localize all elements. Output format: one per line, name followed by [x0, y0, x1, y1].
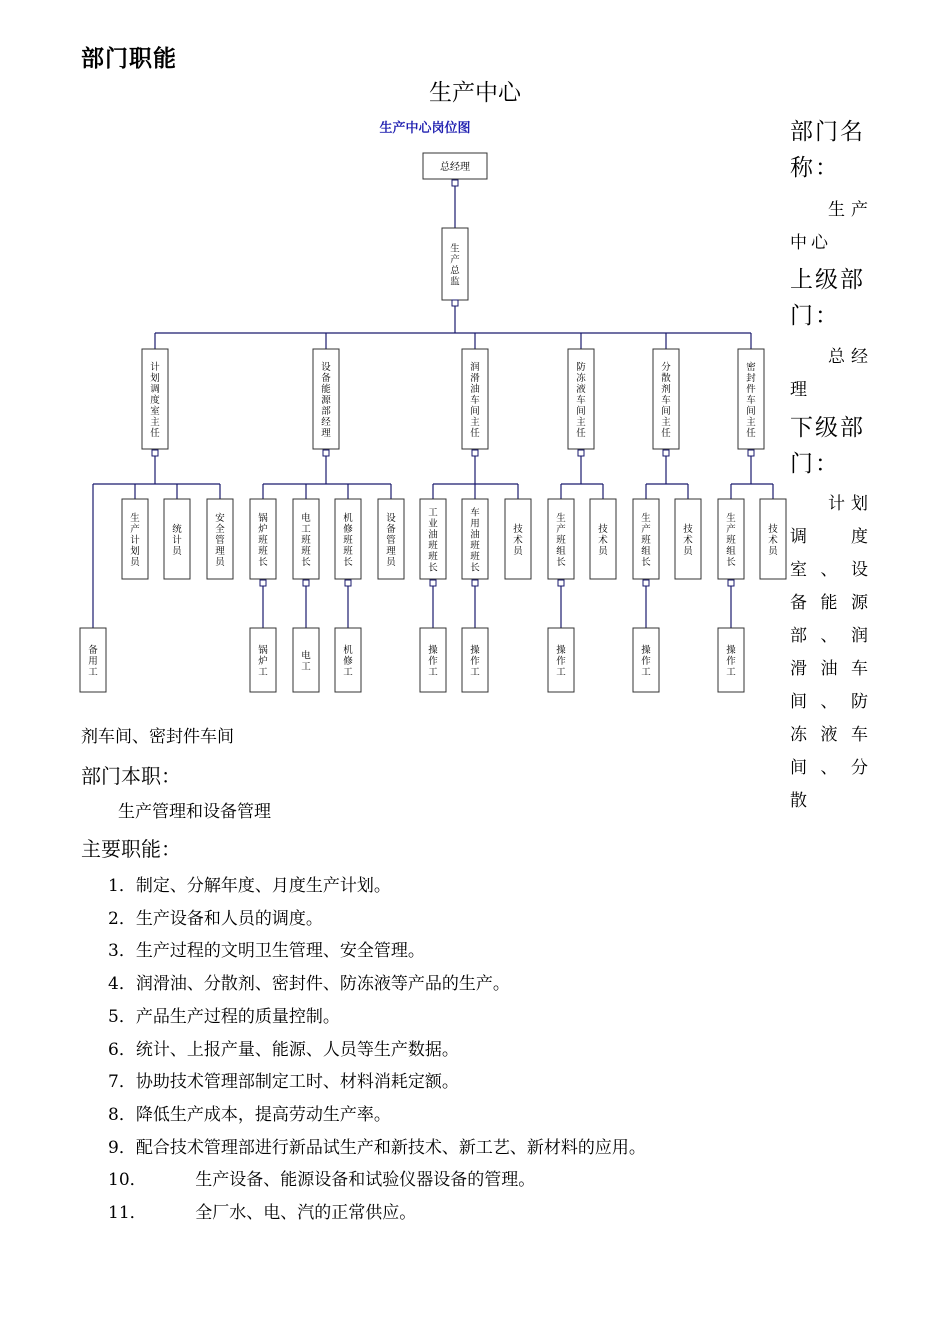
duty-label: 部门本职： — [81, 764, 181, 788]
department-head-label: 源 — [321, 395, 331, 406]
position-label: 员 — [768, 546, 778, 557]
function-item: 4．润滑油、分散剂、密封件、防冻液等产品的生产。 — [108, 974, 510, 995]
position-label: 统 — [172, 524, 182, 535]
function-item: 1．制定、分解年度、月度生产计划。 — [108, 876, 391, 896]
department-head-label: 度 — [150, 395, 160, 406]
department-head-label: 调 — [150, 384, 160, 395]
position-label: 长 — [556, 557, 566, 568]
position-label: 组 — [556, 546, 566, 557]
worker-label: 操 — [428, 645, 438, 656]
position-label: 生 — [556, 513, 566, 524]
department-head-label: 车 — [470, 395, 480, 406]
position-label: 全 — [215, 524, 225, 535]
worker-label: 工 — [556, 667, 566, 678]
position-label: 班 — [470, 551, 480, 563]
position-label: 员 — [513, 546, 523, 557]
worker-label: 机 — [343, 645, 353, 656]
position-label: 技 — [683, 524, 693, 535]
position-label: 产 — [556, 524, 566, 535]
department-head-label: 能 — [321, 384, 331, 395]
department-head-label: 润 — [470, 362, 480, 373]
function-item: 3．生产过程的文明卫生管理、安全管理。 — [108, 941, 425, 962]
position-label: 员 — [683, 546, 693, 557]
worker-label: 操 — [470, 645, 480, 656]
production-director-label: 监 — [450, 276, 460, 288]
function-item: 8．降低生产成本，提高劳动生产率。 — [108, 1104, 391, 1125]
position-label: 组 — [641, 546, 651, 557]
position-label: 产 — [726, 524, 736, 535]
worker-label: 作 — [556, 656, 566, 667]
connector-node — [152, 450, 158, 456]
department-head-label: 室 — [150, 406, 160, 417]
position-label: 技 — [513, 524, 523, 535]
department-head-label: 主 — [150, 417, 160, 428]
department-head-label: 件 — [746, 384, 756, 395]
position-label: 班 — [343, 546, 353, 557]
department-head-label: 经 — [321, 417, 331, 428]
position-label: 管 — [215, 535, 225, 546]
connector-node — [558, 580, 564, 586]
connector-node — [303, 580, 309, 586]
department-head-label: 间 — [746, 406, 756, 417]
duty-text: 生产管理和设备管理 — [118, 802, 271, 822]
department-head-label: 部 — [321, 406, 331, 417]
worker-label: 备 — [88, 645, 98, 656]
position-label: 员 — [215, 557, 225, 568]
dept-name-label: 部门名称： — [790, 119, 865, 181]
page-title: 生产中心 — [429, 80, 521, 106]
department-head-label: 防 — [576, 362, 586, 373]
function-item: 2．生产设备和人员的调度。 — [108, 908, 323, 929]
position-label: 机 — [343, 513, 353, 524]
position-label: 术 — [513, 535, 523, 546]
position-label: 设 — [386, 513, 396, 524]
position-label: 业 — [428, 518, 438, 530]
position-label: 油 — [428, 529, 438, 541]
connector-node — [452, 300, 458, 306]
position-label: 锅 — [258, 513, 268, 524]
connector-node — [663, 450, 669, 456]
department-head-label: 间 — [661, 406, 671, 417]
connector-node — [452, 180, 458, 186]
worker-label: 操 — [726, 645, 736, 656]
department-head-label: 散 — [661, 373, 671, 384]
position-label: 术 — [768, 535, 778, 546]
department-head-label: 封 — [746, 373, 756, 384]
position-label: 班 — [470, 540, 480, 552]
connector-node — [748, 450, 754, 456]
department-head-label: 车 — [661, 395, 671, 406]
department-head-label: 设 — [321, 362, 331, 373]
parent-dept-value: 总经理 — [790, 347, 872, 400]
sub-dept-value: 计划调度室、设备能源部、润滑油车间、防冻液车间、分散 — [790, 494, 872, 811]
position-label: 长 — [470, 562, 480, 574]
worker-label: 炉 — [258, 656, 268, 667]
worker-label: 工 — [470, 667, 480, 678]
department-head-label: 滑 — [470, 373, 480, 384]
position-label: 生 — [130, 513, 140, 524]
connector-node — [345, 580, 351, 586]
department-head-label: 车 — [576, 395, 586, 406]
position-label: 长 — [343, 557, 353, 568]
sub-dept-value-continued: 剂车间、密封件车间 — [81, 727, 234, 747]
worker-label: 工 — [343, 667, 353, 678]
department-head-label: 间 — [576, 406, 586, 417]
position-label: 术 — [598, 535, 608, 546]
worker-label: 作 — [470, 656, 480, 667]
position-label: 管 — [386, 535, 396, 546]
worker-label: 作 — [641, 656, 651, 667]
position-label: 修 — [343, 524, 353, 535]
connector-node — [323, 450, 329, 456]
worker-label: 工 — [258, 667, 268, 678]
worker-label: 操 — [556, 645, 566, 656]
position-label: 长 — [726, 557, 736, 568]
department-head-label: 密 — [746, 362, 756, 373]
position-label: 班 — [301, 535, 311, 546]
position-label: 生 — [641, 513, 651, 524]
position-label: 班 — [258, 546, 268, 557]
function-item: 7．协助技术管理部制定工时、材料消耗定额。 — [108, 1072, 459, 1093]
function-item: 6．统计、上报产量、能源、人员等生产数据。 — [108, 1039, 459, 1060]
position-label: 用 — [470, 518, 480, 530]
position-label: 长 — [641, 557, 651, 568]
position-label: 班 — [641, 535, 651, 546]
position-label: 组 — [726, 546, 736, 557]
connector-node — [578, 450, 584, 456]
position-label: 班 — [258, 535, 268, 546]
position-label: 计 — [172, 535, 182, 546]
position-label: 备 — [386, 524, 396, 535]
worker-label: 工 — [428, 667, 438, 678]
position-label: 安 — [215, 513, 225, 524]
position-label: 工 — [428, 507, 438, 519]
position-label: 生 — [726, 513, 736, 524]
department-head-label: 划 — [150, 373, 160, 384]
connector-node — [430, 580, 436, 586]
department-head-label: 备 — [321, 373, 331, 384]
position-label: 员 — [598, 546, 608, 557]
position-label: 电 — [301, 513, 311, 524]
general-manager-label: 总经理 — [440, 162, 470, 173]
department-head-label: 任 — [470, 428, 480, 439]
position-label: 长 — [258, 557, 268, 568]
position-label: 班 — [726, 535, 736, 546]
department-head-label: 剂 — [661, 384, 671, 395]
position-label: 班 — [428, 540, 438, 552]
connector-node — [260, 580, 266, 586]
org-chart-title: 生产中心岗位图 — [379, 121, 471, 136]
connector-node — [472, 450, 478, 456]
worker-label: 锅 — [258, 645, 268, 656]
function-item: 11． 全厂水、电、汽的正常供应。 — [108, 1203, 417, 1223]
position-label: 员 — [386, 557, 396, 568]
position-label: 班 — [301, 546, 311, 557]
position-label: 班 — [343, 535, 353, 546]
worker-label: 操 — [641, 645, 651, 656]
position-label: 理 — [386, 546, 396, 557]
position-label: 产 — [130, 524, 140, 535]
department-head-label: 主 — [746, 417, 756, 428]
worker-label: 工 — [641, 667, 651, 678]
production-director-label: 总 — [450, 265, 460, 277]
position-label: 员 — [172, 546, 182, 557]
department-head-label: 车 — [746, 395, 756, 406]
department-head-label: 主 — [470, 417, 480, 428]
worker-label: 电 — [301, 650, 311, 662]
worker-label: 作 — [726, 656, 736, 667]
position-label: 炉 — [258, 524, 268, 535]
department-head-label: 任 — [576, 428, 586, 439]
position-label: 划 — [130, 546, 140, 557]
department-head-label: 液 — [576, 384, 586, 395]
department-head-label: 任 — [661, 428, 671, 439]
function-item: 9．配合技术管理部进行新品试生产和新技术、新工艺、新材料的应用。 — [108, 1137, 646, 1158]
connector-node — [728, 580, 734, 586]
worker-label: 工 — [726, 667, 736, 678]
department-head-label: 理 — [321, 428, 331, 439]
department-head-label: 计 — [150, 362, 160, 373]
production-director-label: 生 — [450, 243, 460, 255]
position-label: 长 — [301, 557, 311, 568]
sub-dept-label: 下级部门： — [790, 415, 865, 477]
function-item: 10． 生产设备、能源设备和试验仪器设备的管理。 — [108, 1170, 536, 1191]
department-head-label: 间 — [470, 406, 480, 417]
document-heading: 部门职能 — [81, 46, 177, 72]
worker-label: 工 — [88, 667, 98, 678]
position-label: 计 — [130, 535, 140, 546]
connector-node — [472, 580, 478, 586]
position-label: 产 — [641, 524, 651, 535]
worker-label: 修 — [343, 656, 353, 667]
position-label: 理 — [215, 546, 225, 557]
position-label: 技 — [598, 524, 608, 535]
position-label: 术 — [683, 535, 693, 546]
worker-label: 工 — [301, 661, 311, 673]
position-label: 长 — [428, 562, 438, 574]
function-item: 5．产品生产过程的质量控制。 — [108, 1006, 340, 1027]
position-label: 油 — [470, 529, 480, 541]
production-director-label: 产 — [450, 254, 460, 266]
position-label: 班 — [556, 535, 566, 546]
functions-label: 主要职能： — [81, 837, 181, 861]
worker-label: 作 — [428, 656, 438, 667]
department-head-label: 分 — [661, 362, 671, 373]
department-head-label: 冻 — [576, 373, 586, 384]
department-head-label: 任 — [746, 428, 756, 439]
department-head-label: 主 — [576, 417, 586, 428]
dept-name-value: 生产中心 — [790, 200, 872, 253]
org-chart — [76, 112, 776, 702]
worker-label: 用 — [88, 656, 98, 667]
connector-node — [643, 580, 649, 586]
position-label: 员 — [130, 557, 140, 568]
position-label: 工 — [301, 524, 311, 535]
parent-dept-label: 上级部门： — [790, 267, 865, 329]
position-label: 车 — [470, 507, 480, 519]
position-label: 技 — [768, 524, 778, 535]
position-label: 班 — [428, 551, 438, 563]
department-head-label: 油 — [470, 384, 480, 395]
department-head-label: 任 — [150, 428, 160, 439]
department-head-label: 主 — [661, 417, 671, 428]
